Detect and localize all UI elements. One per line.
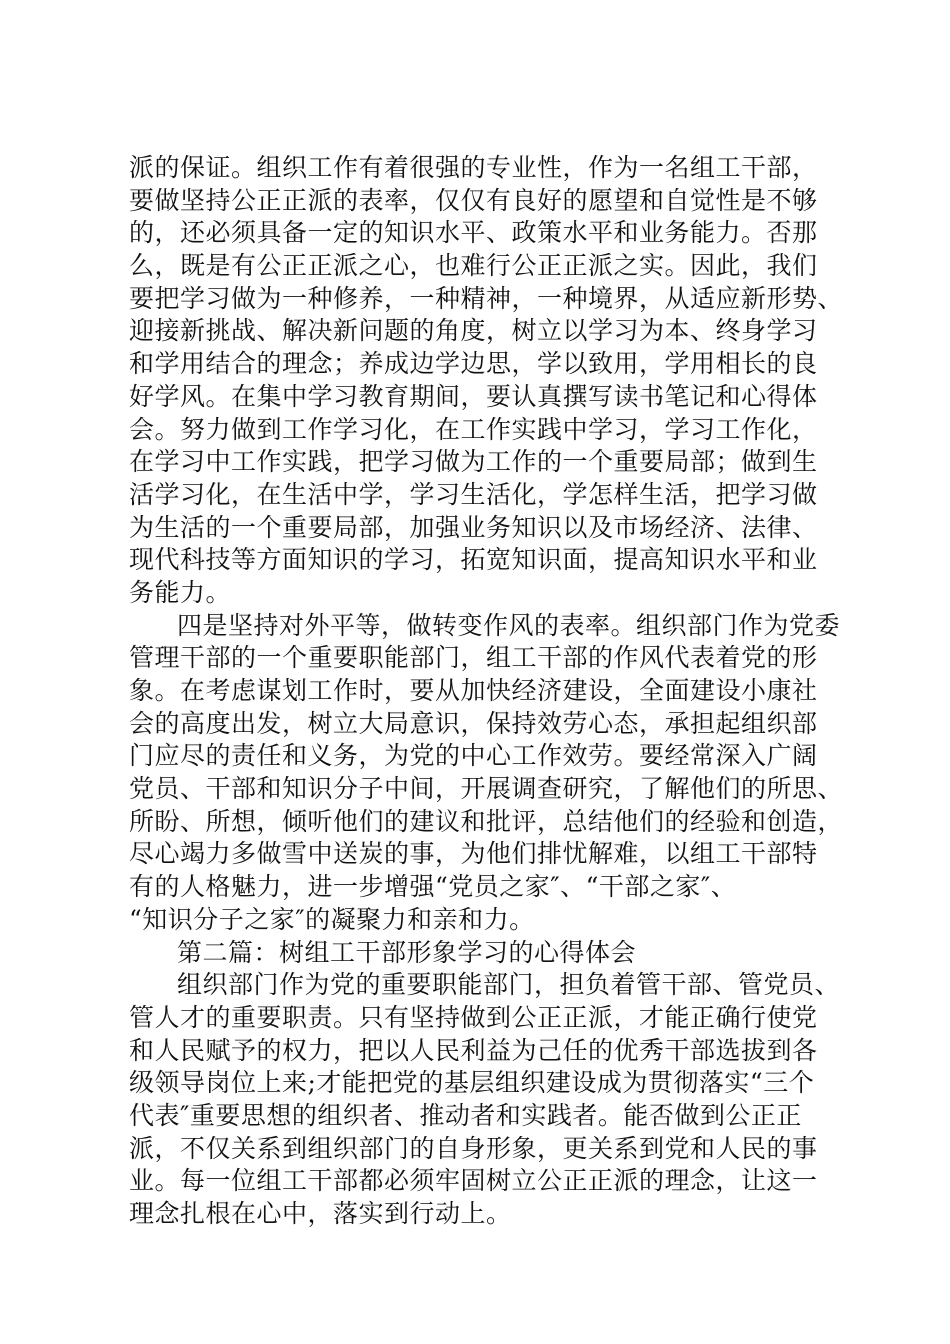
- text-line: 派，不仅关系到组织部门的自身形象，更关系到党和人民的事: [129, 1133, 818, 1163]
- text-line: 的，还必须具备一定的知识水平、政策水平和业务能力。否那: [129, 218, 818, 248]
- text-line: “知识分子之家″的凝聚力和亲和力。: [129, 904, 535, 934]
- text-line: 所盼、所想，倾听他们的建议和批评，总结他们的经验和创造，: [129, 806, 844, 836]
- text-line: 象。在考虑谋划工作时，要从加快经济建设，全面建设小康社: [129, 676, 818, 705]
- text-line: 党员、干部和知识分子中间，开展调查研究，了解他们的所思、: [129, 774, 844, 804]
- text-line: 和人民赋予的权力，把以人民利益为己任的优秀干部选拔到各: [129, 1035, 818, 1065]
- text-line: 管人才的重要职责。只有坚持做到公正正派，才能正确行使党: [129, 1002, 818, 1032]
- text-line: 么，既是有公正正派之心，也难行公正正派之实。因此，我们: [129, 251, 818, 281]
- text-line: 要把学习做为一种修养，一种精神，一种境界，从适应新形势、: [129, 283, 844, 313]
- text-line: 业。每一位组工干部都必须牢固树立公正正派的理念，让这一: [129, 1166, 818, 1196]
- text-line: 和学用结合的理念；养成边学边思，学以致用，学用相长的良: [129, 349, 818, 379]
- text-line: 管理干部的一个重要职能部门，组工干部的作风代表着党的形: [129, 643, 818, 673]
- text-line: 代表″重要思想的组织者、推动者和实践者。能否做到公正正: [129, 1100, 802, 1130]
- text-line: 要做坚持公正正派的表率，仅仅有良好的愿望和自觉性是不够: [129, 185, 818, 215]
- text-line: 组织部门作为党的重要职能部门，担负着管干部、管党员、: [177, 970, 841, 1000]
- text-line: 活学习化，在生活中学，学习生活化，学怎样生活，把学习做: [129, 479, 818, 509]
- text-line: 四是坚持对外平等，做转变作风的表率。组织部门作为党委: [177, 610, 841, 640]
- text-line: 级领导岗位上来;才能把党的基层组织建设成为贯彻落实“三个: [129, 1068, 815, 1098]
- text-line: 派的保证。组织工作有着很强的专业性，作为一名组工干部，: [129, 153, 818, 182]
- text-line: 好学风。在集中学习教育期间，要认真撰写读书笔记和心得体: [129, 381, 818, 411]
- text-line: 理念扎根在心中，落实到行动上。: [129, 1199, 512, 1228]
- text-line: 会。努力做到工作学习化，在工作实践中学习，学习工作化，: [129, 414, 818, 444]
- text-line: 尽心竭力多做雪中送炭的事，为他们排忧解难，以组工干部特: [129, 839, 818, 869]
- text-line: 务能力。: [129, 577, 232, 607]
- text-line: 现代科技等方面知识的学习，拓宽知识面，提高知识水平和业: [129, 545, 818, 575]
- text-line: 为生活的一个重要局部，加强业务知识以及市场经济、法律、: [129, 512, 818, 542]
- text-line: 迎接新挑战、解决新问题的角度，树立以学习为本、终身学习: [129, 316, 818, 346]
- text-line: 第二篇：树组工干部形象学习的心得体会: [177, 937, 637, 967]
- text-line: 在学习中工作实践，把学习做为工作的一个重要局部；做到生: [129, 447, 818, 477]
- text-line: 有的人格魅力，进一步增强“党员之家″、“干部之家″、: [129, 872, 737, 902]
- text-line: 会的高度出发，树立大局意识，保持效劳心态，承担起组织部: [129, 708, 818, 738]
- text-line: 门应尽的责任和义务，为党的中心工作效劳。要经常深入广阔: [129, 741, 818, 771]
- body-text: [129, 152, 844, 1231]
